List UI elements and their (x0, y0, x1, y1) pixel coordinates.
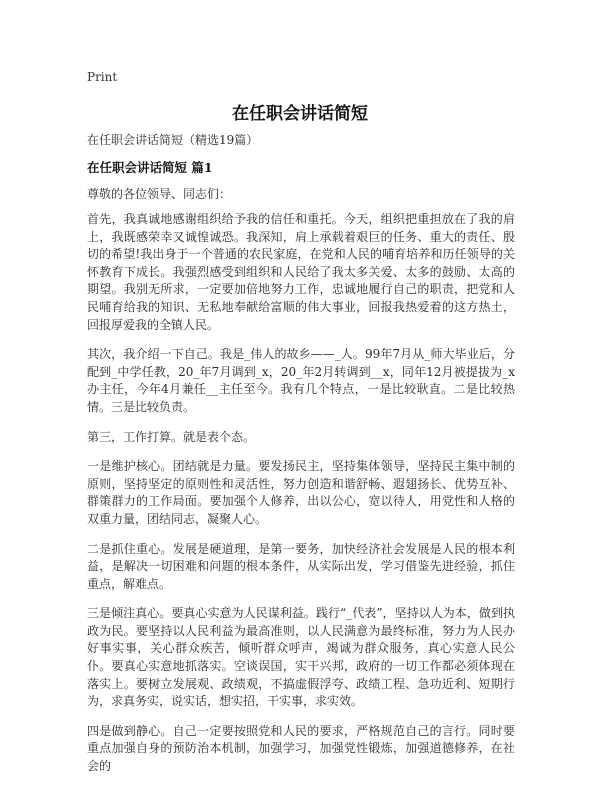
paragraph-core: 一是维护核心。团结就是力量。要发扬民主，坚持集体领导，坚持民主集中制的原则，坚持坚定的原则性和灵活性，努力创造和谐舒畅、遐翅扬长、优势互补、群策群力的工作局面。要加强个人修养，出以公心，宽以待人，用党性和人格的双重力量，团结同志，凝聚人心。 (87, 459, 515, 526)
document-subtitle: 在任职会讲话简短（精选19篇） (87, 133, 259, 147)
document-body (87, 211, 515, 788)
greeting-line: 尊敬的各位领导、同志们： (87, 187, 232, 201)
paragraph-thanks: 首先，我真诚地感谢组织给予我的信任和重托。今天，组织把重担放在了我的肩上，我既感荣幸又诚惶诚恐。我深知，肩上承载着艰巨的任务、重大的责任、殷切的希望!我出身于一个普通的农民家庭，在党和人民的哺育培养和历任领导的关怀教育下成长。我强烈感受到组织和人民给了我太多关爱、太多的鼓励、太高的期望。我别无所求，一定要加倍地努力工作，忠诚地履行自己的职责，把党和人民哺育给我的知识、无私地奉献给富顺的伟大事业，回报我热爱着的这方热土，回报厚爱我的全镇人民。 (87, 212, 515, 332)
paragraph-work-plan: 第三，工作打算。就是表个态。 (87, 429, 256, 444)
paragraph-focus: 二是抓住重心。发展是硬道理，是第一要务，加快经济社会发展是人民的根本利益，是解决一切困难和问题的根本条件，从实际出发，学习借鉴先进经验，抓住重点，解难点。 (87, 541, 515, 591)
paragraph-introduction: 其次，我介绍一下自己。我是_伟人的故乡——_人。99年7月从_师大毕业后，分配到_中学任教，20_年7月调到_x，20_年2月转调到__x，同年12月被提拔为_x办主任，今年4月兼任__主任至今。我有几个特点，一是比较耿直。二是比较热情。三是比较负责。 (87, 347, 515, 414)
page-title: 在任职会讲话简短 (232, 104, 368, 124)
paragraph-sincerity: 三是倾注真心。要真心实意为人民谋利益。践行“_代表”，坚持以人为本，做到执政为民。要坚持以人民利益为最高准则，以人民满意为最终标准，努力为人民办好事实事，关心群众疾苦，倾听群众呼声，竭诚为群众服务，真心实意人民公仆。要真心实意地抓落实。空谈误国，实干兴邦，政府的一切工作都必须体现在落实上。要树立发展观、政绩观，不搞虚假浮夸、政绩工程、急功近利、短期行为，求真务实，说实话，想实招，干实事，求实效。 (87, 606, 515, 709)
section-heading: 在任职会讲话简短 篇1 (87, 160, 213, 175)
print-link[interactable]: Print (87, 70, 118, 84)
paragraph-calm: 四是做到静心。自己一定要按照党和人民的要求，严格规范自己的言行。同时要重点加强自身的预防治本机制，加强学习，加强党性锻炼，加强道德修养，在社会的 (87, 723, 515, 774)
